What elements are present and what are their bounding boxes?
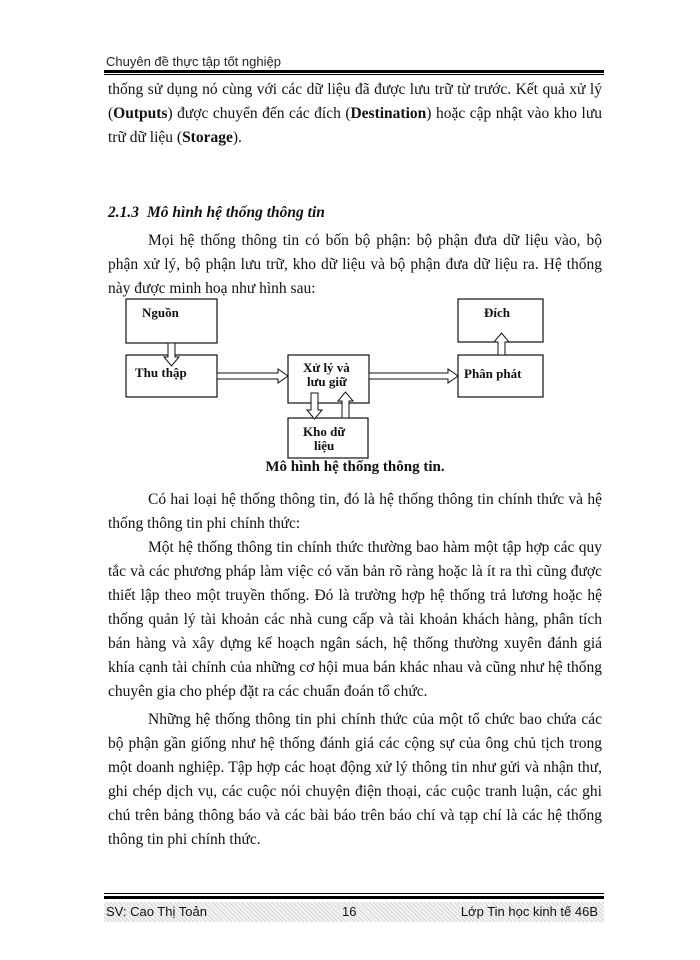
label-store-1: Kho dữ [303,424,346,439]
arrow-process-to-store [307,393,322,419]
paragraph-formal: Một hệ thống thông tin chính thức thường bao hàm một tập hợp các quy tắc và các phương pháp làm việc có văn bản rõ ràng hoặc là ít ra thì cũng được thiết lập theo một truyền thống. Đó là trường hợp hệ thống trả lương hoặc hệ thống quản lý tài khoản các nhà cung cấp và tài khoản khách hàng, phân tích bán hàng và xây dựng kế hoạch ngân sách, hệ thống thường xuyên đánh giá khía cạnh tài chính của những cơ hội mua bán khác nhau và cũng như hệ thống chuyên gia cho phép đặt ra các chuẩn đoán tổ chức. [108,539,602,700]
section-number: 2.1.3 [108,204,139,221]
intro-text-4: ). [232,129,242,146]
intro-text-3: ) hoặc cập nhật vào kho lưu trữ dữ liệu ( [108,105,603,146]
arrow-collect-to-process [217,369,288,383]
intro-text-2: ) được chuyển đến các đích ( [167,105,351,122]
section-title: Mô hình hệ thống thông tin [147,204,325,221]
footer-page-number: 16 [342,904,357,919]
destination-term: Destination [350,105,427,122]
footer-rule-thin [104,893,604,894]
footer-author: SV: Cao Thị Toản [106,904,207,919]
label-distribute: Phân phát [464,366,522,381]
arrow-distribute-to-destination [494,333,509,355]
label-destination: Đích [484,305,510,320]
figure-caption: Mô hình hệ thống thông tin. [265,459,445,475]
paragraph-informal: Những hệ thống thông tin phi chính thức của một tổ chức bao chứa các bộ phận gần giống như hệ thống đánh giá các cộng sự của ông chủ tịch trong một doanh nghiệp. Tập hợp các hoạt động xử lý thông tin như gửi và nhận thư, ghi chép dịch vụ, các cuộc nói chuyện điện thoại, các cuộc tranh luận, các ghi chú trên bảng thông báo và các bài báo trên báo chí và tạp chí là các hệ thống thông tin phi chính thức. [108,711,602,848]
label-process-1: Xử lý và [303,360,350,375]
page-header-title: Chuyên đề thực tập tốt nghiệp [106,54,281,69]
footer-class: Lớp Tin học kinh tế 46B [460,904,598,919]
footer-rule [104,896,604,899]
outputs-term: Outputs [113,105,168,122]
section-paragraph: Mọi hệ thống thông tin có bốn bộ phận: bộ phận đưa dữ liệu vào, bộ phận xử lý, bộ phận lưu trữ, kho dữ liệu và bộ phận đưa dữ liệu ra. Hệ thống này được minh hoạ như hình sau: [108,232,602,297]
label-collect: Thu thập [135,365,187,380]
arrow-store-to-process [338,392,353,418]
storage-term: Storage [182,129,233,146]
label-source: Nguồn [142,305,179,320]
intro-text-1: thống sử dụng nó cùng với các dữ liệu đã được lưu trữ từ trước. Kết quả xử lý ( [108,81,602,122]
label-store-2: liệu [314,438,335,453]
arrow-process-to-distribute [369,369,458,383]
paragraph-types: Có hai loại hệ thống thông tin, đó là hệ thống thông tin chính thức và hệ thống thông tin phi chính thức: [108,491,602,532]
label-process-2: lưu giữ [307,374,347,389]
